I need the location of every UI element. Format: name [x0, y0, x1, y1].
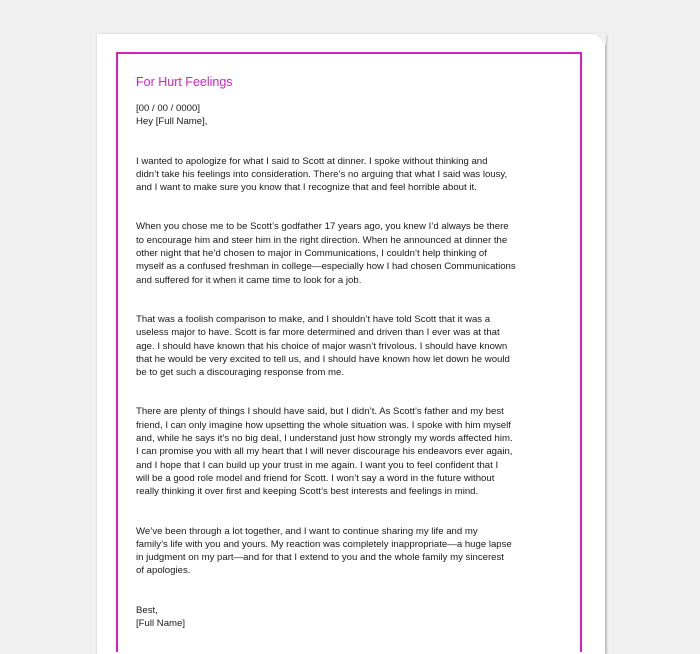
paragraph-line: There are plenty of things I should have said, but I didn’t. As Scott’s father and my best	[136, 406, 504, 418]
paragraph-3	[136, 313, 556, 379]
paragraph-5	[136, 525, 556, 578]
paragraph-line: didn’t take his feelings into consideration. There’s no arguing that what I said was lousy,	[136, 168, 508, 180]
paragraph-line: really thinking it over first and keeping Scott’s best interests and feelings in mind.	[136, 486, 479, 498]
letter-date: [00 / 00 / 0000]	[136, 103, 201, 114]
paragraph-line: When you chose me to be Scott’s godfather 17 years ago, you knew I’d always be there	[136, 221, 509, 233]
letter-signature: [Full Name]	[136, 618, 186, 630]
letter-closing: Best,	[136, 604, 158, 616]
paragraph-line: myself as a confused freshman in college—especially how I had chosen Communications	[136, 261, 516, 273]
closing-block	[136, 604, 556, 631]
paragraph-line: of apologies.	[136, 565, 191, 577]
paragraph-line: other night that he’d chosen to major in Communications, I couldn’t help thinking of	[136, 248, 487, 260]
letter-page	[97, 34, 605, 654]
paragraph-line: useless major to have. Scott is far more determined and driven than I ever was at that	[136, 327, 500, 339]
paragraph-line: That was a foolish comparison to make, and I shouldn’t have told Scott that it was a	[136, 313, 491, 325]
paragraph-line: We’ve been through a lot together, and I want to continue sharing my life and my	[136, 525, 478, 537]
paragraph-line: family’s life with you and yours. My reaction was completely inappropriate—a huge lapse	[136, 538, 512, 550]
paragraph-line: and suffered for it when it came time to look for a job.	[136, 274, 362, 286]
page-fold-corner	[594, 33, 606, 45]
letter-content	[136, 74, 556, 630]
letter-title: For Hurt Feelings	[136, 75, 233, 89]
paragraph-line: will be a good role model and friend for Scott. I won’t say a word in the future without	[136, 472, 495, 484]
paragraph-line: and, while he says it’s no big deal, I understand just how strongly my words affected him.	[136, 433, 513, 445]
paragraph-line: and I hope that I can build up your trust in me again. I want you to feel confident that I	[136, 459, 499, 471]
paragraph-line: I wanted to apologize for what I said to Scott at dinner. I spoke without thinking and	[136, 155, 488, 167]
paragraph-line: in judgment on my part—and for that I extend to you and the whole family my sincerest	[136, 552, 504, 564]
paragraph-line: to encourage him and steer him in the right direction. When he announced at dinner the	[136, 234, 508, 246]
paragraph-line: be to get such a discouraging response from me.	[136, 367, 344, 379]
paragraph-2	[136, 220, 556, 286]
paragraph-1	[136, 155, 556, 195]
paragraph-line: friend, I can only imagine how upsetting the whole situation was. I spoke with him myself	[136, 419, 511, 431]
paragraph-line: and I want to make sure you know that I recognize that and feel horrible about it.	[136, 182, 477, 194]
paragraph-line: that he would be very excited to tell us, and I should have known how let down he would	[136, 353, 510, 365]
paragraph-4	[136, 405, 556, 498]
paragraph-line: I can promise you with all my heart that I will never discourage his endeavors ever again,	[136, 446, 513, 458]
paragraph-line: age. I should have known that his choice of major wasn’t frivolous. I should have known	[136, 340, 508, 352]
letter-greeting: Hey [Full Name],	[136, 116, 208, 128]
